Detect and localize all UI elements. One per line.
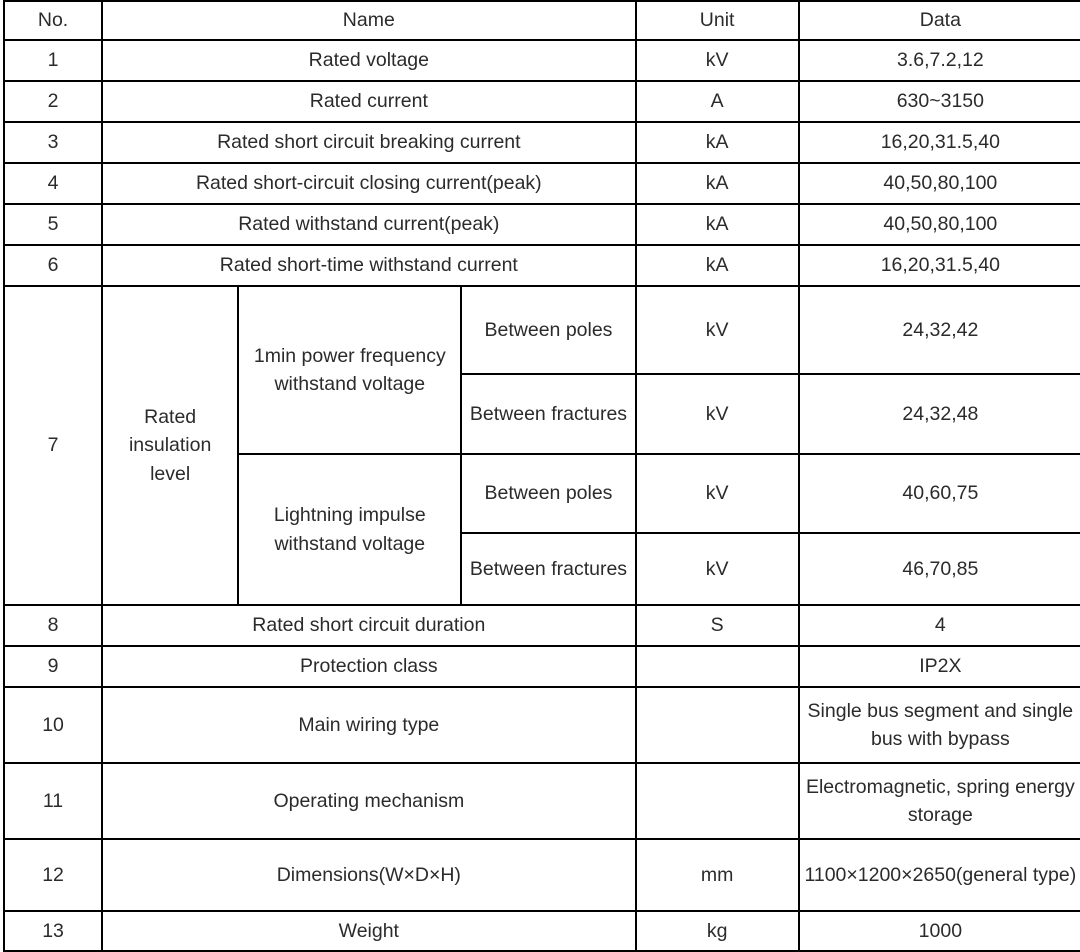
row-number: 3 bbox=[4, 122, 102, 163]
row-unit bbox=[636, 646, 799, 687]
row-unit: mm bbox=[636, 839, 799, 911]
row-number: 2 bbox=[4, 81, 102, 122]
row-name: Rated short circuit duration bbox=[102, 605, 635, 646]
row-number: 6 bbox=[4, 245, 102, 286]
row-number: 13 bbox=[4, 911, 102, 951]
row-unit: kA bbox=[636, 204, 799, 245]
row-unit: kA bbox=[636, 122, 799, 163]
row-unit: A bbox=[636, 81, 799, 122]
row-number: 9 bbox=[4, 646, 102, 687]
column-header-data: Data bbox=[799, 1, 1080, 40]
insulation-group-label: Rated insulation level bbox=[102, 286, 238, 605]
row-name: Weight bbox=[102, 911, 635, 951]
row-unit: kV bbox=[636, 533, 799, 605]
row-data: 16,20,31.5,40 bbox=[799, 245, 1080, 286]
table-row bbox=[4, 646, 1080, 687]
table-row bbox=[4, 911, 1080, 951]
row-data: 1000 bbox=[799, 911, 1080, 951]
table-row bbox=[4, 839, 1080, 911]
insulation-location: Between fractures bbox=[461, 374, 635, 454]
row-name: Rated voltage bbox=[102, 40, 635, 81]
row-unit: kV bbox=[636, 374, 799, 454]
row-data: 40,60,75 bbox=[799, 454, 1080, 533]
table-row bbox=[4, 605, 1080, 646]
row-unit bbox=[636, 687, 799, 763]
row-name: Dimensions(W×D×H) bbox=[102, 839, 635, 911]
row-number: 1 bbox=[4, 40, 102, 81]
row-data: 40,50,80,100 bbox=[799, 163, 1080, 204]
row-number: 5 bbox=[4, 204, 102, 245]
insulation-location: Between poles bbox=[461, 454, 635, 533]
row-data: 24,32,42 bbox=[799, 286, 1080, 374]
row-number: 4 bbox=[4, 163, 102, 204]
row-unit: kA bbox=[636, 245, 799, 286]
row-data: 46,70,85 bbox=[799, 533, 1080, 605]
column-header-no: No. bbox=[4, 1, 102, 40]
row-data: IP2X bbox=[799, 646, 1080, 687]
row-data: 40,50,80,100 bbox=[799, 204, 1080, 245]
row-data: 1100×1200×2650(general type) bbox=[799, 839, 1080, 911]
table-header-row bbox=[4, 1, 1080, 40]
row-data: Electromagnetic, spring energy storage bbox=[799, 763, 1080, 839]
table-row bbox=[4, 40, 1080, 81]
row-data: 630~3150 bbox=[799, 81, 1080, 122]
row-number: 12 bbox=[4, 839, 102, 911]
insulation-subgroup-label: Lightning impulse withstand voltage bbox=[238, 454, 461, 605]
technical-specification-table bbox=[3, 0, 1080, 952]
table-row bbox=[4, 687, 1080, 763]
insulation-location: Between poles bbox=[461, 286, 635, 374]
table-row bbox=[4, 763, 1080, 839]
row-unit: kV bbox=[636, 40, 799, 81]
column-header-name: Name bbox=[102, 1, 635, 40]
row-number: 8 bbox=[4, 605, 102, 646]
row-unit: kg bbox=[636, 911, 799, 951]
row-unit bbox=[636, 763, 799, 839]
table-row bbox=[4, 163, 1080, 204]
table-row bbox=[4, 122, 1080, 163]
row-number: 7 bbox=[4, 286, 102, 605]
row-data: 24,32,48 bbox=[799, 374, 1080, 454]
table-row bbox=[4, 245, 1080, 286]
row-unit: kV bbox=[636, 286, 799, 374]
row-name: Main wiring type bbox=[102, 687, 635, 763]
row-name: Rated short-circuit closing current(peak) bbox=[102, 163, 635, 204]
row-number: 11 bbox=[4, 763, 102, 839]
row-name: Rated short circuit breaking current bbox=[102, 122, 635, 163]
row-number: 10 bbox=[4, 687, 102, 763]
row-unit: kV bbox=[636, 454, 799, 533]
row-data: 3.6,7.2,12 bbox=[799, 40, 1080, 81]
table-row bbox=[4, 81, 1080, 122]
row-name: Protection class bbox=[102, 646, 635, 687]
row-unit: S bbox=[636, 605, 799, 646]
row-name: Rated withstand current(peak) bbox=[102, 204, 635, 245]
row-data: 16,20,31.5,40 bbox=[799, 122, 1080, 163]
row-name: Rated short-time withstand current bbox=[102, 245, 635, 286]
column-header-unit: Unit bbox=[636, 1, 799, 40]
insulation-location: Between fractures bbox=[461, 533, 635, 605]
row-data: Single bus segment and single bus with bypass bbox=[799, 687, 1080, 763]
insulation-row-poles-power-frequency bbox=[4, 286, 1080, 374]
row-unit: kA bbox=[636, 163, 799, 204]
table-row bbox=[4, 204, 1080, 245]
insulation-subgroup-label: 1min power frequency withstand voltage bbox=[238, 286, 461, 454]
row-data: 4 bbox=[799, 605, 1080, 646]
row-name: Rated current bbox=[102, 81, 635, 122]
row-name: Operating mechanism bbox=[102, 763, 635, 839]
